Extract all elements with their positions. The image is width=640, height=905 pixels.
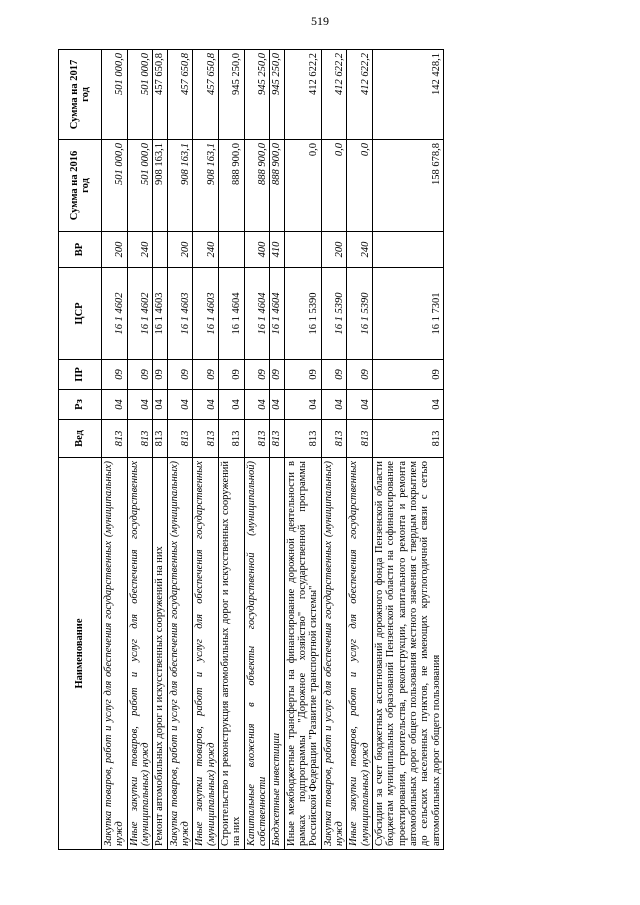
cell-pr: 09 <box>244 360 270 390</box>
cell-s16: 908 163,1 <box>193 140 219 232</box>
cell-rz: 04 <box>244 390 270 420</box>
cell-pr: 09 <box>127 360 153 390</box>
cell-s17: 457 650,8 <box>167 50 193 140</box>
cell-name: Строительство и реконструкция автомобильных дорог и искусственных сооружений на них <box>218 458 244 850</box>
cell-csr: 16 1 4602 <box>127 268 153 360</box>
cell-s17: 412 622,2 <box>321 50 347 140</box>
table-row <box>153 50 167 850</box>
cell-pr: 09 <box>284 360 321 390</box>
cell-csr: 16 1 4602 <box>102 268 128 360</box>
cell-ved: 813 <box>321 420 347 458</box>
cell-name: Иные закупки товаров, работ и услуг для обеспечения государственных (муниципальных) нужд <box>347 458 373 850</box>
table-row <box>218 50 244 850</box>
cell-rz: 04 <box>321 390 347 420</box>
cell-ved: 813 <box>127 420 153 458</box>
cell-s16: 0,0 <box>347 140 373 232</box>
cell-pr: 09 <box>347 360 373 390</box>
cell-csr: 16 1 4604 <box>218 268 244 360</box>
cell-pr: 09 <box>102 360 128 390</box>
cell-ved: 813 <box>167 420 193 458</box>
cell-pr: 09 <box>218 360 244 390</box>
cell-s16: 908 163,1 <box>167 140 193 232</box>
cell-rz: 04 <box>347 390 373 420</box>
cell-vr: 240 <box>127 232 153 268</box>
table-row <box>321 50 347 850</box>
cell-ved: 813 <box>270 420 284 458</box>
table-row <box>127 50 153 850</box>
cell-rz: 04 <box>372 390 443 420</box>
cell-s16: 888 900,0 <box>270 140 284 232</box>
header-sum-2017: Сумма на 2017 год <box>59 50 102 140</box>
cell-s16: 908 163,1 <box>153 140 167 232</box>
cell-ved: 813 <box>372 420 443 458</box>
header-rz: Рз <box>59 390 102 420</box>
cell-vr <box>372 232 443 268</box>
cell-ved: 813 <box>347 420 373 458</box>
cell-rz: 04 <box>218 390 244 420</box>
cell-rz: 04 <box>127 390 153 420</box>
table-row <box>347 50 373 850</box>
cell-s17: 142 428,1 <box>372 50 443 140</box>
cell-ved: 813 <box>102 420 128 458</box>
cell-s16: 0,0 <box>321 140 347 232</box>
budget-table-container <box>58 50 578 850</box>
cell-vr <box>153 232 167 268</box>
cell-vr: 240 <box>347 232 373 268</box>
table-row <box>270 50 284 850</box>
cell-s16: 888 900,0 <box>218 140 244 232</box>
cell-csr: 16 1 4603 <box>153 268 167 360</box>
cell-pr: 09 <box>193 360 219 390</box>
cell-name: Иные закупки товаров, работ и услуг для обеспечения государственных (муниципальных) нужд <box>193 458 219 850</box>
cell-ved: 813 <box>193 420 219 458</box>
table-row <box>167 50 193 850</box>
cell-csr: 16 1 5390 <box>347 268 373 360</box>
cell-s17: 945 250,0 <box>218 50 244 140</box>
cell-csr: 16 1 4603 <box>193 268 219 360</box>
page-number: 519 <box>311 14 329 28</box>
cell-name: Ремонт автомобильных дорог и искусственных сооружений на них <box>153 458 167 850</box>
cell-csr: 16 1 5390 <box>284 268 321 360</box>
budget-table <box>58 49 444 850</box>
cell-vr: 200 <box>167 232 193 268</box>
cell-s16: 158 678,8 <box>372 140 443 232</box>
cell-vr <box>284 232 321 268</box>
cell-rz: 04 <box>167 390 193 420</box>
cell-vr: 240 <box>193 232 219 268</box>
cell-ved: 813 <box>218 420 244 458</box>
cell-pr: 09 <box>372 360 443 390</box>
header-pr: ПР <box>59 360 102 390</box>
cell-name: Закупка товаров, работ и услуг для обеспечения государственных (муниципальных) нужд <box>167 458 193 850</box>
cell-vr <box>218 232 244 268</box>
cell-pr: 09 <box>321 360 347 390</box>
header-ved: Вед <box>59 420 102 458</box>
cell-vr: 410 <box>270 232 284 268</box>
cell-rz: 04 <box>193 390 219 420</box>
cell-csr: 16 1 4604 <box>270 268 284 360</box>
cell-s17: 412 622,2 <box>284 50 321 140</box>
table-row <box>244 50 270 850</box>
cell-s16: 501 000,0 <box>102 140 128 232</box>
cell-ved: 813 <box>284 420 321 458</box>
cell-rz: 04 <box>153 390 167 420</box>
header-vr: ВР <box>59 232 102 268</box>
table-body <box>102 50 444 850</box>
cell-csr: 16 1 5390 <box>321 268 347 360</box>
cell-ved: 813 <box>244 420 270 458</box>
cell-csr: 16 1 4604 <box>244 268 270 360</box>
cell-rz: 04 <box>284 390 321 420</box>
cell-s17: 945 250,0 <box>270 50 284 140</box>
cell-pr: 09 <box>167 360 193 390</box>
cell-s16: 888 900,0 <box>244 140 270 232</box>
table-row <box>372 50 443 850</box>
cell-pr: 09 <box>270 360 284 390</box>
header-sum-2016: Сумма на 2016 год <box>59 140 102 232</box>
cell-name: Иные закупки товаров, работ и услуг для обеспечения государственных (муниципальных) нужд <box>127 458 153 850</box>
cell-pr: 09 <box>153 360 167 390</box>
cell-s16: 0,0 <box>284 140 321 232</box>
cell-name: Закупка товаров, работ и услуг для обеспечения государственных (муниципальных) нужд <box>102 458 128 850</box>
table-row <box>102 50 128 850</box>
cell-s16: 501 000,0 <box>127 140 153 232</box>
cell-s17: 457 650,8 <box>193 50 219 140</box>
header-row <box>59 50 102 850</box>
table-row <box>193 50 219 850</box>
cell-name: Капитальные вложения в объекты государственной (муниципальной) собственности <box>244 458 270 850</box>
cell-name: Субсидии за счет бюджетных ассигнований дорожного фонда Пензенской области бюджетам муниципальных образований Пензенской области на софинансирование проектирования, строительства, реконструкции, капитального ремонта и ремонта автомобильных дорог общего пользования местного значения с твердым покрытием до сельских населенных пунктов, не имеющих круглогодичной связи с сетью автомобильных дорог общего пользования <box>372 458 443 850</box>
cell-vr: 400 <box>244 232 270 268</box>
cell-vr: 200 <box>321 232 347 268</box>
cell-s17: 457 650,8 <box>153 50 167 140</box>
cell-name: Иные межбюджетные трансферты на финансирование дорожной деятельности в рамках подпрограммы "Дорожное хозяйство" государственной программы Российской Федерации "Развитие транспортной системы" <box>284 458 321 850</box>
cell-csr: 16 1 4603 <box>167 268 193 360</box>
header-name: Наименование <box>59 458 102 850</box>
cell-csr: 16 1 7301 <box>372 268 443 360</box>
cell-name: Бюджетные инвестиции <box>270 458 284 850</box>
cell-rz: 04 <box>102 390 128 420</box>
cell-vr: 200 <box>102 232 128 268</box>
table-row <box>284 50 321 850</box>
cell-s17: 501 000,0 <box>127 50 153 140</box>
cell-s17: 501 000,0 <box>102 50 128 140</box>
cell-s17: 945 250,0 <box>244 50 270 140</box>
cell-s17: 412 622,2 <box>347 50 373 140</box>
cell-name: Закупка товаров, работ и услуг для обеспечения государственных (муниципальных) нужд <box>321 458 347 850</box>
cell-ved: 813 <box>153 420 167 458</box>
header-csr: ЦСР <box>59 268 102 360</box>
cell-rz: 04 <box>270 390 284 420</box>
